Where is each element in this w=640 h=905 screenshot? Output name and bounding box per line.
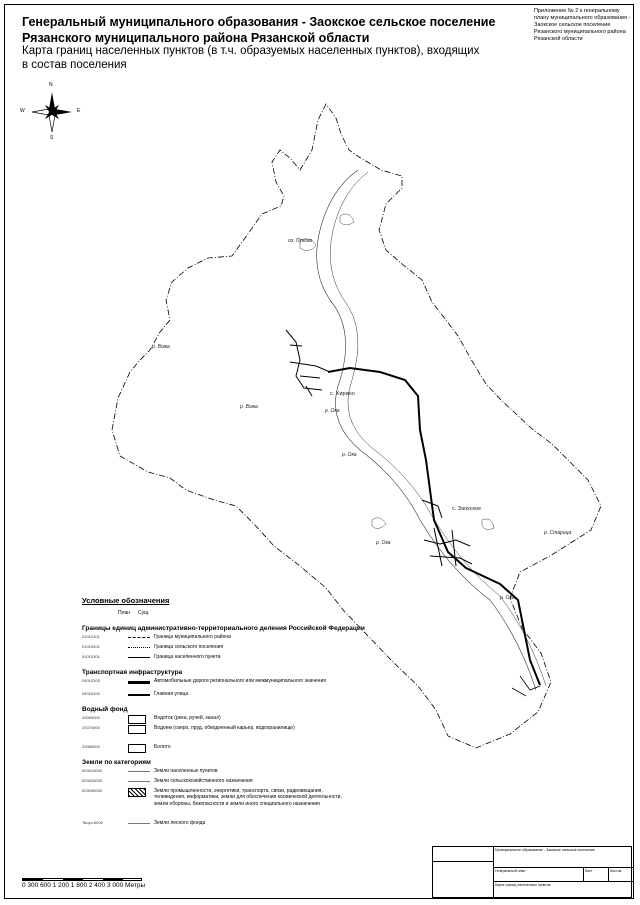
river-label-7: р. Старица [544,530,572,536]
legend-item: 003030000 Земли промышленности, энергетики, транспорта, связи, радиовещания, телевидения, информатики, земли для обеспечения космической деятельности, земли обороны, безопасности и земли иного специального назначения [82,787,342,807]
legend-item: Творч.6000 Земли лесного фонда [82,819,206,826]
map-title: Генеральный муниципального образования - Заокское сельское поселение Рязанского муниципального района Рязанской области [22,15,496,45]
legend-group-1: Границы единиц административно-территориального деления Российской Федерации [82,624,365,632]
legend-item: 003010000 Земли населенных пунктов [82,767,218,774]
map-legend [82,598,382,829]
stamp-doc: Генеральный план [493,867,583,881]
stamp-org: Муниципальное образование - Заокское сельское поселение [493,847,633,867]
legend-item: 01010201 Граница сельского поселения [82,643,224,650]
river-label-4: р. Ока [500,595,515,601]
compass-s: S [50,135,54,141]
appendix-note: Приложение № 2 к генеральному плану муниципального образования - Заокское сельское поселение Рязанского муниципального района Рязанской области [534,8,631,42]
compass-w: W [20,108,25,114]
scale-ticks: 0 300 600 1 200 1 800 2 400 3 000 [22,882,124,889]
river-label-6: р. Вожа [240,404,258,410]
legend-item: 20080000 Болото [82,743,382,753]
compass-e: E [77,108,81,114]
legend-item: 20060000 Водоток (река, ручей, канал) [82,714,382,724]
river-label-5: р. Вожа [152,344,170,350]
stamp-signatures [433,861,493,899]
legend-columns [82,609,382,619]
stamp-sheet: Лист [583,867,608,881]
river-label-1: р. Ока [325,408,340,414]
scale-labels [22,882,145,889]
legend-exists-label: Сущ [138,609,149,616]
scale-bar [22,878,142,881]
legend-group-2: Транспортная инфраструктура [82,668,183,676]
legend-item: 20070000 Водоем (озеро, пруд, обводненный карьер, водохранилище) [82,724,382,743]
legend-item: 01010101 Граница муниципального района [82,633,231,640]
title-block [432,846,632,898]
map-subtitle: Карта границ населенных пунктов (в т.ч. образуемых населенных пунктов), входящих в состав поселения [22,45,480,71]
settlement-label-khirino: с. Хирино [330,391,355,397]
legend-plan-label: План [118,609,131,616]
legend-item: 01010301 Граница населенного пункта [82,653,221,660]
settlement-south-streets [512,676,540,696]
settlement-label-zaokskoe: с. Заокское [452,506,482,512]
stamp-map-name: Карта границ населенных пунктов [493,881,633,899]
settlement-khirino-streets [286,330,330,396]
scale-unit: Метры [125,882,146,889]
legend-title: Условные обозначения [82,596,170,605]
legend-item: 04020100 Главная улица [82,690,189,697]
river-label-3: р. Ока [376,540,391,546]
stamp-sheets: Листов [608,867,633,881]
lake-label: оз. Пуково [288,238,313,244]
legend-item: 003020000 Земли сельскохозяйственного назначения [82,777,253,784]
legend-item: 04010200 Автомобильные дороги регионального или межмуниципального значения [82,677,326,684]
river-label-2: р. Ока [342,452,357,458]
legend-group-4: Земли по категориям [82,758,151,766]
legend-group-3: Водный фонд [82,705,128,713]
compass-n: N [49,82,53,88]
